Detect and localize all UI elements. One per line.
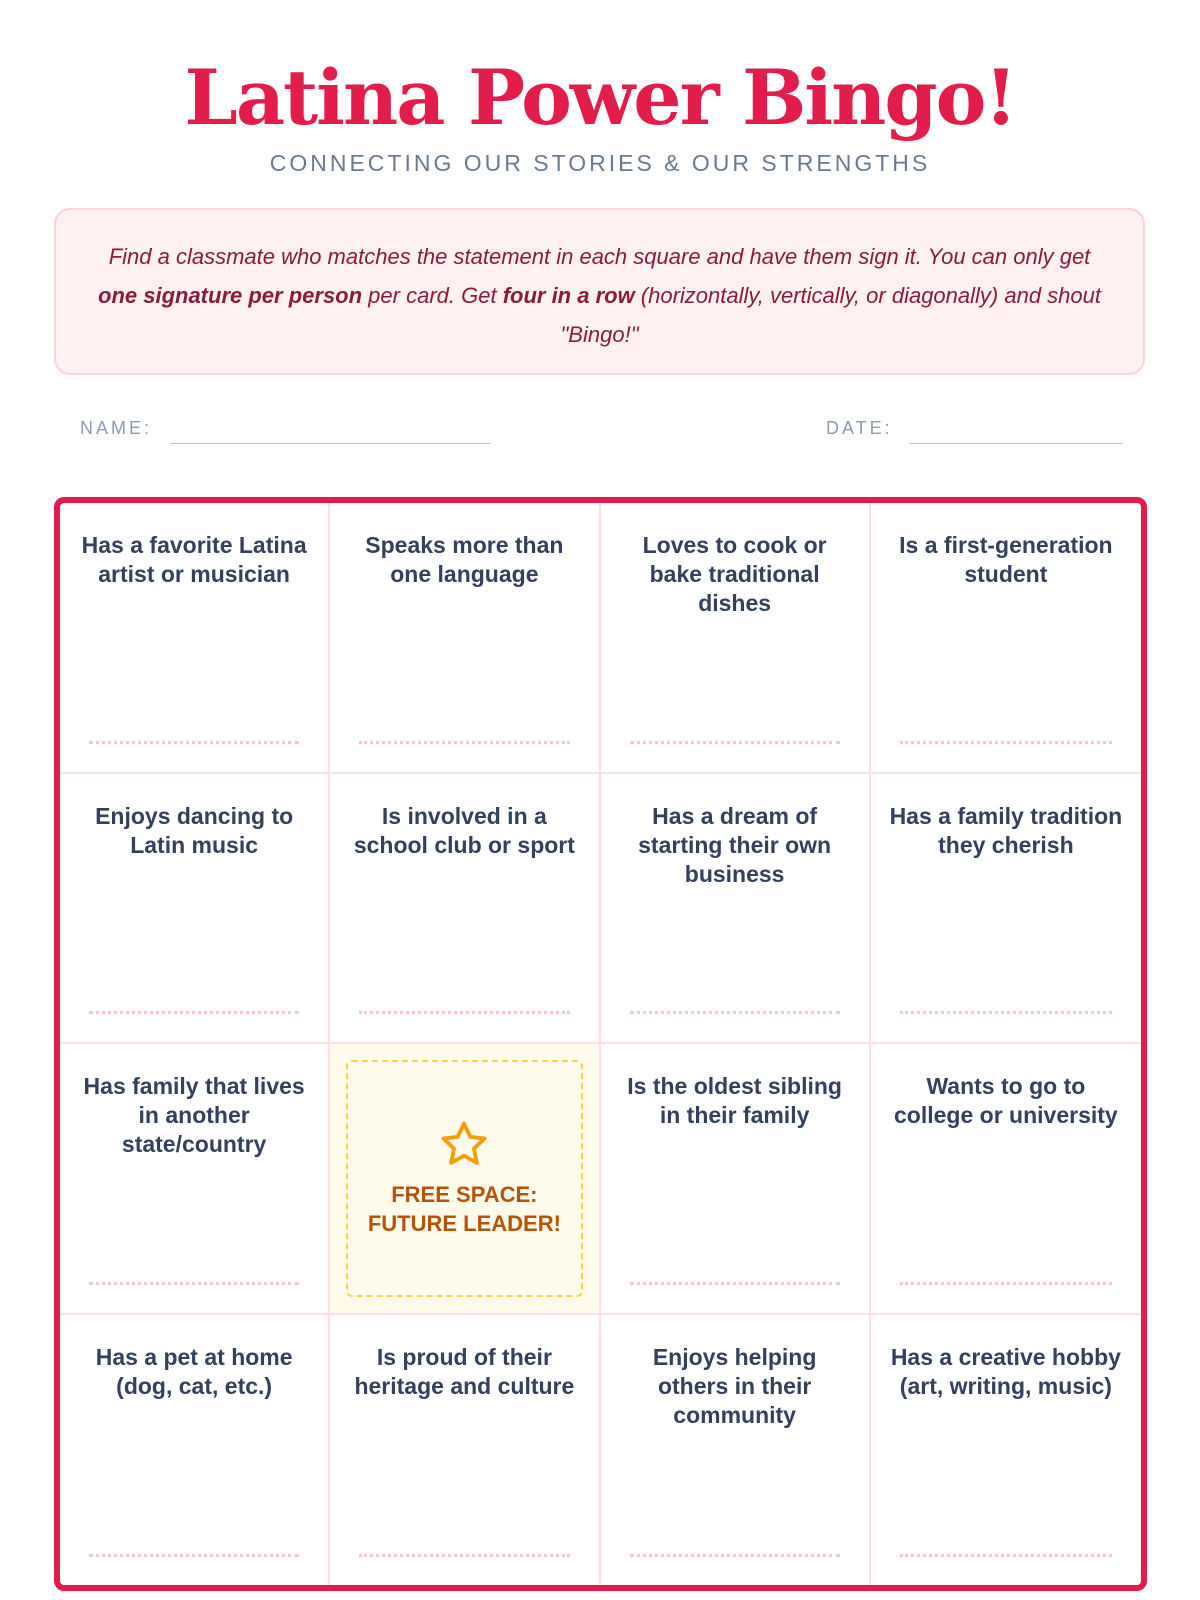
instructions-box	[54, 208, 1145, 375]
signature-line[interactable]	[900, 741, 1112, 744]
bingo-square-text: Has a family tradition they cherish	[889, 802, 1123, 858]
signature-line[interactable]	[630, 1554, 840, 1557]
signature-line[interactable]	[359, 741, 569, 744]
signature-line[interactable]	[630, 1282, 840, 1285]
bingo-square[interactable]	[871, 1315, 1141, 1586]
bingo-square[interactable]	[330, 503, 600, 774]
bingo-square-text: Speaks more than one language	[365, 532, 564, 587]
bingo-square-text: Is a first-generation student	[899, 532, 1113, 587]
bingo-square[interactable]	[601, 1044, 871, 1315]
date-label: DATE:	[826, 418, 893, 438]
bingo-square-text: Is involved in a school club or sport	[353, 802, 575, 858]
name-field[interactable]	[170, 443, 490, 444]
bingo-square-text: Enjoys helping others in their community	[652, 1343, 817, 1428]
bingo-square-text: Enjoys dancing to Latin music	[95, 802, 294, 858]
bingo-square[interactable]	[60, 503, 330, 774]
signature-line[interactable]	[630, 741, 840, 744]
bingo-grid	[54, 497, 1147, 1591]
bingo-square[interactable]	[60, 774, 330, 1045]
bingo-square-text: Has a creative hobby (art, writing, music)	[890, 1343, 1121, 1399]
bingo-square-text: Has a dream of starting their own business	[638, 802, 832, 887]
bingo-square[interactable]	[871, 1044, 1141, 1315]
star-icon	[438, 1118, 490, 1170]
signature-line[interactable]	[89, 1282, 299, 1285]
signature-line[interactable]	[89, 1011, 299, 1014]
bingo-square-text: Has a pet at home (dog, cat, etc.)	[95, 1343, 293, 1399]
bingo-square[interactable]	[871, 774, 1141, 1045]
bingo-square[interactable]	[871, 503, 1141, 774]
bingo-square-text: Has a favorite Latina artist or musician	[81, 532, 307, 587]
instructions-emphasis-row: four in a row	[502, 283, 635, 308]
bingo-square-text: Is proud of their heritage and culture	[354, 1343, 575, 1399]
free-space-border	[346, 1060, 582, 1297]
date-field[interactable]	[909, 443, 1123, 444]
bingo-square-text: Loves to cook or bake traditional dishes	[642, 532, 827, 616]
signature-line[interactable]	[359, 1554, 569, 1557]
bingo-square[interactable]	[60, 1315, 330, 1586]
name-label: NAME:	[80, 418, 153, 438]
signature-line[interactable]	[359, 1011, 569, 1014]
page-subtitle: CONNECTING OUR STORIES & OUR STRENGTHS	[269, 150, 931, 176]
signature-line[interactable]	[89, 1554, 299, 1557]
instructions-emphasis-signature: one signature per person	[98, 283, 363, 308]
instructions-text: per card. Get	[362, 283, 503, 308]
bingo-square[interactable]	[330, 774, 600, 1045]
bingo-free-space[interactable]	[330, 1044, 600, 1315]
bingo-square[interactable]	[330, 1315, 600, 1586]
signature-line[interactable]	[900, 1011, 1112, 1014]
bingo-square[interactable]	[60, 1044, 330, 1315]
bingo-square-text: Is the oldest sibling in their family	[627, 1073, 842, 1128]
bingo-square[interactable]	[601, 774, 871, 1045]
bingo-square-text: Wants to go to college or university	[894, 1073, 1118, 1128]
signature-line[interactable]	[900, 1554, 1112, 1557]
free-space-label: FREE SPACE: FUTURE LEADER!	[367, 1182, 561, 1237]
bingo-square-text: Has family that lives in another state/country	[83, 1073, 305, 1157]
instructions-text: Find a classmate who matches the statement in each square and have them sign it. You can only get	[108, 244, 1091, 269]
bingo-square[interactable]	[601, 1315, 871, 1586]
signature-line[interactable]	[900, 1282, 1112, 1285]
page-title: Latina Power Bingo!	[184, 53, 1016, 142]
instructions-text: (horizontally, vertically, or diagonally) and shout "Bingo!"	[560, 283, 1101, 347]
signature-line[interactable]	[630, 1011, 840, 1014]
signature-line[interactable]	[89, 741, 299, 744]
bingo-square[interactable]	[601, 503, 871, 774]
